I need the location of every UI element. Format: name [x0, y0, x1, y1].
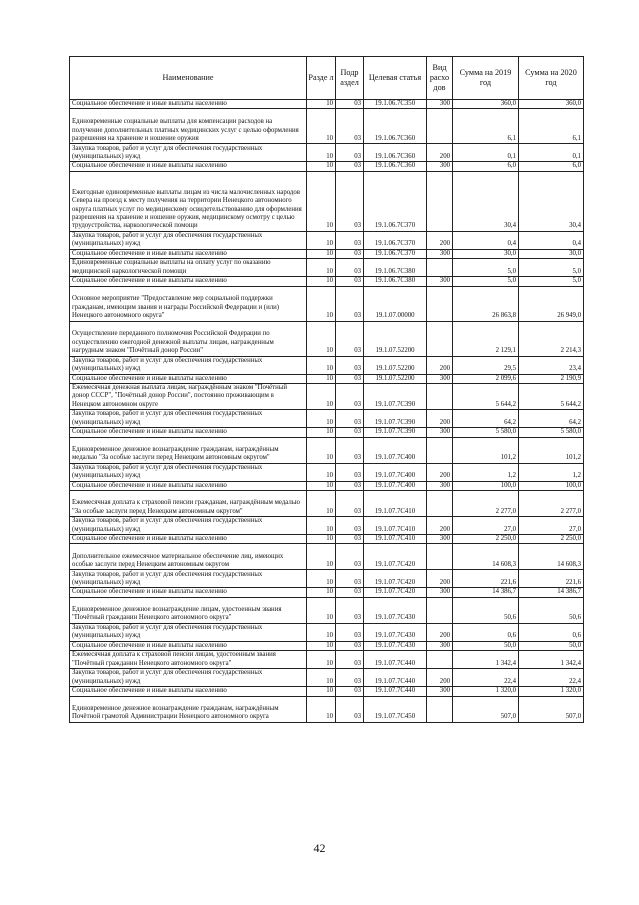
cell-section: 10	[307, 641, 336, 650]
header-subsection: Подр аздел	[336, 57, 364, 100]
cell-target-article: 19.1.07.52200	[364, 374, 427, 383]
cell-section: 10	[307, 171, 336, 231]
cell-expense-type: 200	[427, 463, 453, 481]
cell-sum-2020: 221,6	[519, 570, 584, 588]
cell-section: 10	[307, 463, 336, 481]
cell-sum-2019: 1,2	[453, 463, 519, 481]
cell-target-article: 19.1.07.7C440	[364, 669, 427, 687]
table-row	[70, 544, 584, 570]
cell-target-article: 19.1.07.7C430	[364, 597, 427, 623]
cell-sum-2019: 5 580,0	[453, 428, 519, 437]
cell-sum-2019: 1 342,4	[453, 651, 519, 669]
cell-target-article: 19.1.06.7C360	[364, 109, 427, 144]
cell-subsection: 03	[336, 588, 364, 597]
cell-target-article: 19.1.07.7C440	[364, 651, 427, 669]
cell-sum-2019: 2 099,6	[453, 374, 519, 383]
cell-section: 10	[307, 517, 336, 535]
cell-sum-2019: 14 386,7	[453, 588, 519, 597]
cell-name: Единовременные социальные выплаты на оплату услуг по оказанию медицинской наркологической помощи	[70, 259, 307, 277]
cell-target-article: 19.1.06.7C370	[364, 171, 427, 231]
cell-expense-type: 200	[427, 410, 453, 428]
cell-expense-type	[427, 491, 453, 517]
cell-sum-2019: 50,6	[453, 597, 519, 623]
cell-name: Ежемесячная доплата к страховой пенсии гражданам, награждённым медалью "За особые заслуги перед Ненецким автономным округом"	[70, 491, 307, 517]
cell-expense-type	[427, 696, 453, 722]
cell-expense-type: 200	[427, 144, 453, 162]
cell-section: 10	[307, 374, 336, 383]
cell-sum-2019: 50,0	[453, 641, 519, 650]
cell-subsection: 03	[336, 231, 364, 249]
cell-name: Основное мероприятие "Предоставление мер социальной поддержки гражданам, имеющим звания и награды Российской Федерации и (или) Ненецкого автономного округа"	[70, 286, 307, 321]
cell-name: Ежемесячная денежная выплата лицам, награждённым знаком "Почётный донор СССР", "Почётный донор России", постоянно проживающим в Ненецком автономном округе	[70, 384, 307, 410]
page-number: 42	[313, 841, 326, 855]
cell-sum-2020: 22,4	[519, 669, 584, 687]
cell-target-article: 19.1.07.7C390	[364, 410, 427, 428]
table-row	[70, 109, 584, 144]
table-row	[70, 100, 584, 109]
cell-sum-2019: 22,4	[453, 669, 519, 687]
cell-target-article: 19.1.07.7C440	[364, 687, 427, 696]
table-row	[70, 321, 584, 356]
cell-subsection: 03	[336, 428, 364, 437]
header-section: Разде л	[307, 57, 336, 100]
cell-sum-2020: 1 320,0	[519, 687, 584, 696]
cell-name: Закупка товаров, работ и услуг для обеспечения государственных (муниципальных) нужд	[70, 623, 307, 641]
table-row	[70, 428, 584, 437]
cell-sum-2020: 6,0	[519, 162, 584, 171]
table-row	[70, 277, 584, 286]
budget-table	[69, 56, 584, 723]
cell-section: 10	[307, 535, 336, 544]
table-header-row	[70, 57, 584, 100]
cell-name: Социальное обеспечение и иные выплаты населению	[70, 687, 307, 696]
cell-subsection: 03	[336, 669, 364, 687]
cell-sum-2020: 101,2	[519, 437, 584, 463]
cell-sum-2019: 5,0	[453, 277, 519, 286]
cell-section: 10	[307, 544, 336, 570]
cell-expense-type: 300	[427, 374, 453, 383]
table-row	[70, 588, 584, 597]
cell-name: Закупка товаров, работ и услуг для обеспечения государственных (муниципальных) нужд	[70, 231, 307, 249]
cell-expense-type: 300	[427, 641, 453, 650]
cell-sum-2019: 0,1	[453, 144, 519, 162]
cell-name: Социальное обеспечение и иные выплаты населению	[70, 100, 307, 109]
cell-name: Социальное обеспечение и иные выплаты населению	[70, 374, 307, 383]
cell-subsection: 03	[336, 109, 364, 144]
cell-sum-2020: 0,1	[519, 144, 584, 162]
cell-sum-2020: 14 608,3	[519, 544, 584, 570]
cell-sum-2020: 14 386,7	[519, 588, 584, 597]
cell-target-article: 19.1.07.7C430	[364, 641, 427, 650]
table-row	[70, 410, 584, 428]
cell-expense-type: 300	[427, 277, 453, 286]
cell-expense-type: 200	[427, 570, 453, 588]
cell-section: 10	[307, 623, 336, 641]
cell-target-article: 19.1.07.7C400	[364, 463, 427, 481]
cell-name: Закупка товаров, работ и услуг для обеспечения государственных (муниципальных) нужд	[70, 517, 307, 535]
cell-sum-2020: 50,0	[519, 641, 584, 650]
cell-section: 10	[307, 437, 336, 463]
cell-section: 10	[307, 321, 336, 356]
cell-expense-type: 300	[427, 588, 453, 597]
cell-sum-2020: 5 644,2	[519, 384, 584, 410]
cell-name: Осуществление переданного полномочия Российской Федерации по осуществлению ежегодной денежной выплаты лицам, награжденным нагрудным знаком "Почётный донор России"	[70, 321, 307, 356]
cell-sum-2019: 101,2	[453, 437, 519, 463]
cell-sum-2019: 27,0	[453, 517, 519, 535]
cell-target-article: 19.1.06.7C350	[364, 100, 427, 109]
cell-name: Закупка товаров, работ и услуг для обеспечения государственных (муниципальных) нужд	[70, 144, 307, 162]
cell-sum-2019: 29,5	[453, 356, 519, 374]
header-expense-type: Вид расхо дов	[427, 57, 453, 100]
cell-sum-2019: 2 129,1	[453, 321, 519, 356]
cell-sum-2020: 507,0	[519, 696, 584, 722]
cell-sum-2019: 26 863,8	[453, 286, 519, 321]
cell-expense-type	[427, 651, 453, 669]
cell-expense-type: 300	[427, 162, 453, 171]
cell-sum-2019: 64,2	[453, 410, 519, 428]
cell-name: Социальное обеспечение и иные выплаты населению	[70, 249, 307, 258]
cell-sum-2020: 23,4	[519, 356, 584, 374]
cell-target-article: 19.1.07.7C400	[364, 437, 427, 463]
table-row	[70, 491, 584, 517]
cell-sum-2019: 360,0	[453, 100, 519, 109]
cell-name: Социальное обеспечение и иные выплаты населению	[70, 641, 307, 650]
cell-subsection: 03	[336, 696, 364, 722]
cell-sum-2020: 6,1	[519, 109, 584, 144]
cell-target-article: 19.1.07.7C420	[364, 588, 427, 597]
table-row	[70, 249, 584, 258]
table-row	[70, 696, 584, 722]
cell-sum-2020: 27,0	[519, 517, 584, 535]
cell-subsection: 03	[336, 277, 364, 286]
cell-sum-2019: 0,6	[453, 623, 519, 641]
cell-subsection: 03	[336, 259, 364, 277]
cell-subsection: 03	[336, 249, 364, 258]
cell-name: Социальное обеспечение и иные выплаты населению	[70, 535, 307, 544]
cell-subsection: 03	[336, 597, 364, 623]
table-row	[70, 669, 584, 687]
cell-sum-2019: 5,0	[453, 259, 519, 277]
cell-section: 10	[307, 144, 336, 162]
cell-expense-type	[427, 544, 453, 570]
cell-expense-type: 200	[427, 517, 453, 535]
cell-subsection: 03	[336, 410, 364, 428]
cell-expense-type	[427, 109, 453, 144]
cell-target-article: 19.1.06.7C370	[364, 231, 427, 249]
cell-name: Закупка товаров, работ и услуг для обеспечения государственных (муниципальных) нужд	[70, 356, 307, 374]
cell-section: 10	[307, 669, 336, 687]
cell-subsection: 03	[336, 356, 364, 374]
cell-subsection: 03	[336, 491, 364, 517]
cell-sum-2020: 0,4	[519, 231, 584, 249]
cell-target-article: 19.1.07.7C390	[364, 428, 427, 437]
cell-subsection: 03	[336, 535, 364, 544]
cell-target-article: 19.1.07.7C430	[364, 623, 427, 641]
cell-sum-2020: 26 949,0	[519, 286, 584, 321]
cell-section: 10	[307, 277, 336, 286]
cell-sum-2019: 507,0	[453, 696, 519, 722]
cell-target-article: 19.1.06.7C360	[364, 162, 427, 171]
table-row	[70, 481, 584, 490]
cell-sum-2020: 1 342,4	[519, 651, 584, 669]
cell-expense-type: 300	[427, 428, 453, 437]
table-row	[70, 171, 584, 231]
cell-subsection: 03	[336, 517, 364, 535]
cell-target-article: 19.1.06.7C380	[364, 259, 427, 277]
cell-subsection: 03	[336, 687, 364, 696]
cell-target-article: 19.1.07.7C410	[364, 491, 427, 517]
cell-section: 10	[307, 651, 336, 669]
cell-subsection: 03	[336, 544, 364, 570]
cell-section: 10	[307, 410, 336, 428]
cell-subsection: 03	[336, 286, 364, 321]
cell-name: Социальное обеспечение и иные выплаты населению	[70, 481, 307, 490]
cell-name: Ежемесячная доплата к страховой пенсии лицам, удостоенным звания "Почётный гражданин Ненецкого автономного округа"	[70, 651, 307, 669]
table-row	[70, 384, 584, 410]
cell-section: 10	[307, 249, 336, 258]
cell-expense-type	[427, 286, 453, 321]
table-row	[70, 259, 584, 277]
cell-section: 10	[307, 491, 336, 517]
cell-section: 10	[307, 384, 336, 410]
cell-name: Закупка товаров, работ и услуг для обеспечения государственных (муниципальных) нужд	[70, 463, 307, 481]
cell-expense-type	[427, 321, 453, 356]
cell-subsection: 03	[336, 384, 364, 410]
cell-sum-2020: 2 250,0	[519, 535, 584, 544]
cell-name: Закупка товаров, работ и услуг для обеспечения государственных (муниципальных) нужд	[70, 410, 307, 428]
table-row	[70, 535, 584, 544]
cell-sum-2020: 5,0	[519, 259, 584, 277]
cell-section: 10	[307, 100, 336, 109]
cell-sum-2020: 2 277,0	[519, 491, 584, 517]
table-row	[70, 651, 584, 669]
cell-expense-type: 200	[427, 669, 453, 687]
cell-expense-type	[427, 597, 453, 623]
cell-expense-type	[427, 437, 453, 463]
cell-sum-2020: 30,0	[519, 249, 584, 258]
table-row	[70, 437, 584, 463]
cell-subsection: 03	[336, 144, 364, 162]
cell-sum-2019: 1 320,0	[453, 687, 519, 696]
cell-section: 10	[307, 687, 336, 696]
cell-target-article: 19.1.07.00000	[364, 286, 427, 321]
cell-section: 10	[307, 356, 336, 374]
table-row	[70, 517, 584, 535]
cell-sum-2020: 2 190,9	[519, 374, 584, 383]
cell-sum-2020: 30,4	[519, 171, 584, 231]
table-row	[70, 162, 584, 171]
cell-target-article: 19.1.06.7C380	[364, 277, 427, 286]
cell-target-article: 19.1.07.52200	[364, 321, 427, 356]
cell-section: 10	[307, 428, 336, 437]
cell-section: 10	[307, 570, 336, 588]
table-row	[70, 231, 584, 249]
cell-sum-2020: 1,2	[519, 463, 584, 481]
header-name: Наименование	[70, 57, 307, 100]
cell-name: Социальное обеспечение и иные выплаты населению	[70, 162, 307, 171]
cell-section: 10	[307, 696, 336, 722]
cell-subsection: 03	[336, 162, 364, 171]
cell-name: Социальное обеспечение и иные выплаты населению	[70, 588, 307, 597]
cell-section: 10	[307, 162, 336, 171]
cell-name: Закупка товаров, работ и услуг для обеспечения государственных (муниципальных) нужд	[70, 570, 307, 588]
cell-section: 10	[307, 109, 336, 144]
cell-subsection: 03	[336, 374, 364, 383]
cell-expense-type: 300	[427, 535, 453, 544]
cell-subsection: 03	[336, 171, 364, 231]
table-row	[70, 570, 584, 588]
cell-sum-2019: 6,1	[453, 109, 519, 144]
header-sum-2020: Сумма на 2020 год	[519, 57, 584, 100]
cell-name: Дополнительное ежемесячное материальное обеспечение лиц, имеющих особые заслуги перед Ненецким автономным округом	[70, 544, 307, 570]
cell-sum-2019: 6,0	[453, 162, 519, 171]
cell-target-article: 19.1.07.7C420	[364, 544, 427, 570]
cell-target-article: 19.1.06.7C360	[364, 144, 427, 162]
cell-target-article: 19.1.07.7C450	[364, 696, 427, 722]
header-target-article: Целевая статья	[364, 57, 427, 100]
cell-name: Ежегодные единовременные выплаты лицам из числа малочисленных народов Севера на проезд к месту получения на территории Ненецкого автономного округа платных услуг по медицинскому освидетельствованию для оформления разрешения на хранение и ношение оружия, медицинскому осмотру с целью трудоустройства, наркологической помощи	[70, 171, 307, 231]
cell-expense-type: 300	[427, 481, 453, 490]
cell-section: 10	[307, 231, 336, 249]
cell-sum-2019: 30,4	[453, 171, 519, 231]
cell-subsection: 03	[336, 641, 364, 650]
cell-subsection: 03	[336, 437, 364, 463]
table-row	[70, 374, 584, 383]
cell-name: Социальное обеспечение и иные выплаты населению	[70, 428, 307, 437]
cell-expense-type	[427, 384, 453, 410]
table-row	[70, 623, 584, 641]
cell-expense-type	[427, 171, 453, 231]
cell-sum-2019: 2 250,0	[453, 535, 519, 544]
table-row	[70, 597, 584, 623]
cell-target-article: 19.1.07.7C410	[364, 517, 427, 535]
cell-target-article: 19.1.07.7C410	[364, 535, 427, 544]
cell-expense-type: 300	[427, 687, 453, 696]
cell-target-article: 19.1.06.7C370	[364, 249, 427, 258]
cell-sum-2020: 5 580,0	[519, 428, 584, 437]
cell-sum-2019: 100,0	[453, 481, 519, 490]
cell-section: 10	[307, 597, 336, 623]
table-row	[70, 356, 584, 374]
table-row	[70, 687, 584, 696]
cell-subsection: 03	[336, 570, 364, 588]
cell-expense-type	[427, 259, 453, 277]
cell-sum-2019: 14 608,3	[453, 544, 519, 570]
table-row	[70, 286, 584, 321]
cell-subsection: 03	[336, 623, 364, 641]
table-row	[70, 463, 584, 481]
cell-sum-2020: 5,0	[519, 277, 584, 286]
cell-section: 10	[307, 588, 336, 597]
cell-sum-2020: 2 214,3	[519, 321, 584, 356]
cell-subsection: 03	[336, 481, 364, 490]
cell-sum-2019: 221,6	[453, 570, 519, 588]
cell-name: Единовременное денежное вознаграждение гражданам, награждённым медалью "За особые заслуги перед Ненецким автономным округом"	[70, 437, 307, 463]
table-row	[70, 641, 584, 650]
cell-target-article: 19.1.07.7C420	[364, 570, 427, 588]
cell-expense-type: 200	[427, 356, 453, 374]
cell-sum-2019: 2 277,0	[453, 491, 519, 517]
cell-sum-2019: 0,4	[453, 231, 519, 249]
cell-sum-2020: 100,0	[519, 481, 584, 490]
cell-subsection: 03	[336, 651, 364, 669]
cell-sum-2019: 5 644,2	[453, 384, 519, 410]
cell-name: Социальное обеспечение и иные выплаты населению	[70, 277, 307, 286]
cell-sum-2019: 30,0	[453, 249, 519, 258]
table-body	[70, 100, 584, 723]
cell-subsection: 03	[336, 100, 364, 109]
cell-name: Единовременные социальные выплаты для компенсации расходов на получение дополнительных платных медицинских услуг с целью оформления разрешения на хранение и ношение оружия	[70, 109, 307, 144]
cell-subsection: 03	[336, 321, 364, 356]
cell-target-article: 19.1.07.7C390	[364, 384, 427, 410]
cell-section: 10	[307, 481, 336, 490]
cell-expense-type: 300	[427, 100, 453, 109]
cell-name: Закупка товаров, работ и услуг для обеспечения государственных (муниципальных) нужд	[70, 669, 307, 687]
cell-name: Единовременное денежное вознаграждение лицам, удостоенным звания "Почётный гражданин Ненецкого автономного округа"	[70, 597, 307, 623]
cell-target-article: 19.1.07.52200	[364, 356, 427, 374]
cell-sum-2020: 0,6	[519, 623, 584, 641]
cell-target-article: 19.1.07.7C400	[364, 481, 427, 490]
cell-section: 10	[307, 286, 336, 321]
cell-name: Единовременное денежное вознаграждение гражданам, награждённым Почётной грамотой Администрации Ненецкого автономного округа	[70, 696, 307, 722]
cell-subsection: 03	[336, 463, 364, 481]
cell-sum-2020: 360,0	[519, 100, 584, 109]
cell-sum-2020: 64,2	[519, 410, 584, 428]
table-row	[70, 144, 584, 162]
cell-expense-type: 200	[427, 623, 453, 641]
cell-expense-type: 200	[427, 231, 453, 249]
cell-section: 10	[307, 259, 336, 277]
cell-expense-type: 300	[427, 249, 453, 258]
cell-sum-2020: 50,6	[519, 597, 584, 623]
header-sum-2019: Сумма на 2019 год	[453, 57, 519, 100]
